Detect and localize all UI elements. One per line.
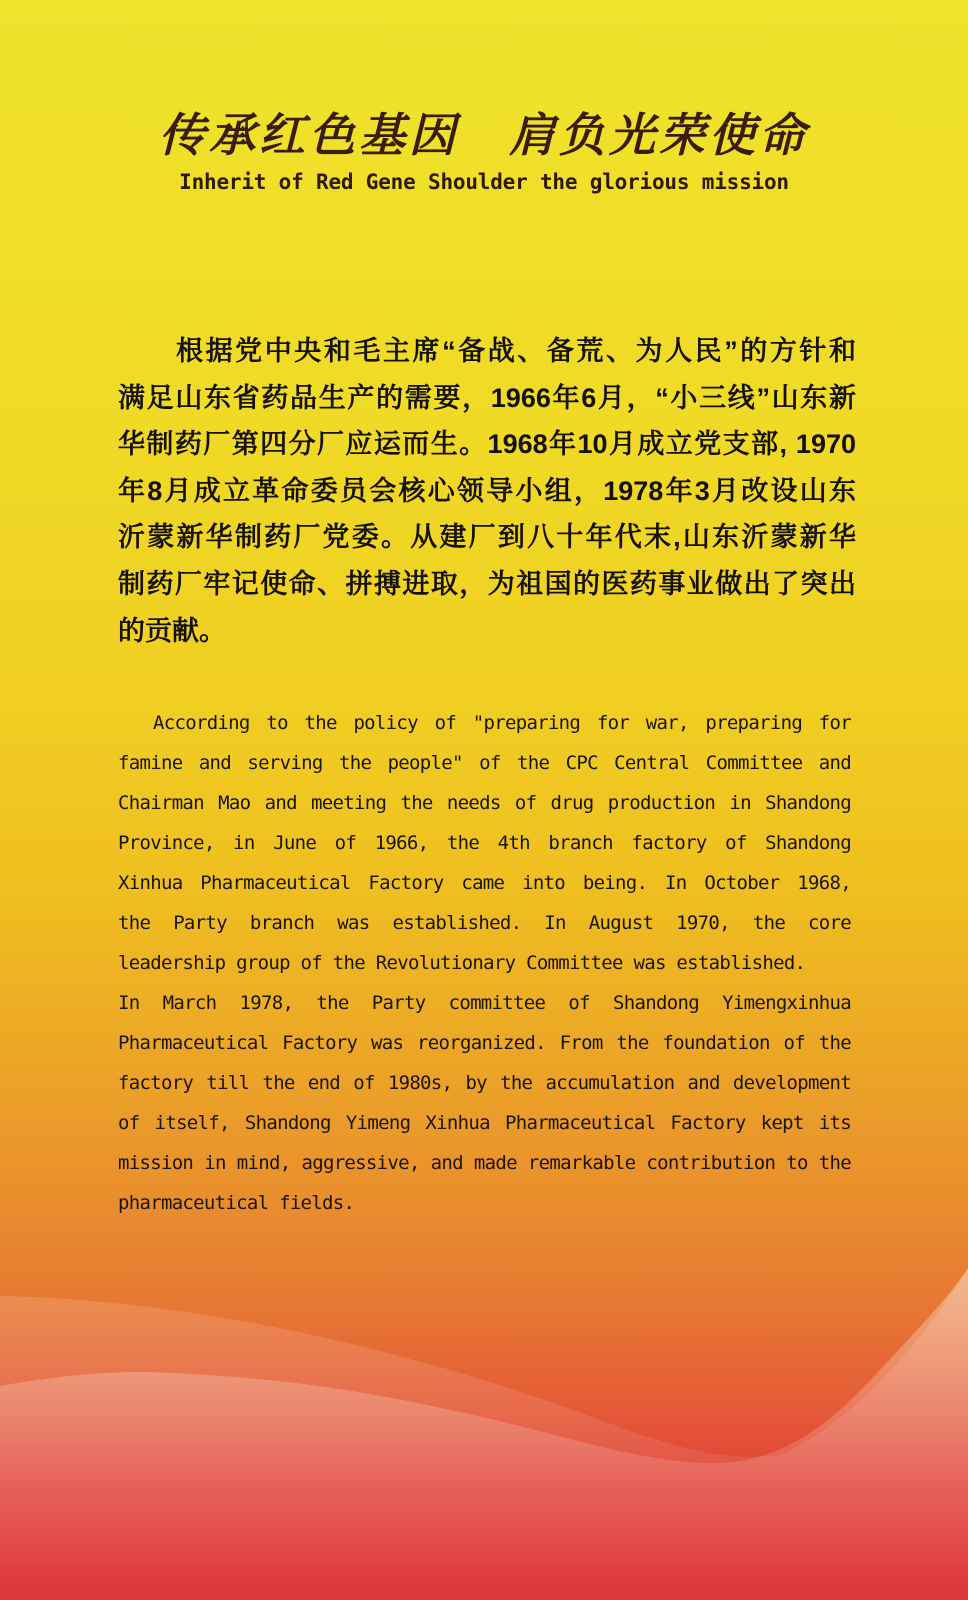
zh-line: 的贡献。 — [118, 615, 226, 646]
zh-line: 华制药厂第四分厂应运而生。1968年10月成立党支部, 1970 — [118, 429, 856, 460]
zh-line: 年8月成立革命委员会核心领导小组，1978年3月改设山东 — [118, 475, 856, 506]
en-line: Pharmaceutical Factory was reorganized. From the foundation of the — [118, 1032, 851, 1054]
paragraph-chinese — [118, 328, 856, 654]
zh-line: 沂蒙新华制药厂党委。从建厂到八十年代末,山东沂蒙新华 — [118, 522, 856, 553]
zh-line: 满足山东省药品生产的需要，1966年6月，“小三线”山东新 — [118, 382, 856, 413]
en-line: Chairman Mao and meeting the needs of drug production in Shandong — [118, 792, 851, 814]
zh-line: 根据党中央和毛主席“备战、备荒、为人民”的方针和 — [176, 336, 856, 366]
en-line: of itself, Shandong Yimeng Xinhua Pharmaceutical Factory kept its — [118, 1112, 851, 1134]
poster-title-english: Inherit of Red Gene Shoulder the glorious mission — [179, 170, 789, 194]
en-line: factory till the end of 1980s, by the accumulation and development — [118, 1072, 851, 1094]
paragraph-english — [118, 703, 851, 1223]
en-line: Province, in June of 1966, the 4th branch factory of Shandong — [118, 832, 851, 854]
en-line: pharmaceutical fields. — [118, 1192, 355, 1214]
en-line: famine and serving the people" of the CPC Central Committee and — [118, 752, 851, 774]
en-line: In March 1978, the Party committee of Shandong Yimengxinhua — [118, 992, 851, 1014]
en-line: leadership group of the Revolutionary Committee was established. — [118, 952, 806, 974]
en-line: the Party branch was established. In August 1970, the core — [118, 912, 851, 934]
en-line: Xinhua Pharmaceutical Factory came into being. In October 1968, — [118, 872, 851, 894]
zh-line: 制药厂牢记使命、拼搏进取，为祖国的医药事业做出了突出 — [118, 568, 856, 599]
en-line: mission in mind, aggressive, and made remarkable contribution to the — [118, 1152, 851, 1174]
poster-title-chinese: 传承红色基因 肩负光荣使命 — [159, 108, 809, 162]
en-line: According to the policy of "preparing for war, preparing for — [153, 712, 851, 734]
